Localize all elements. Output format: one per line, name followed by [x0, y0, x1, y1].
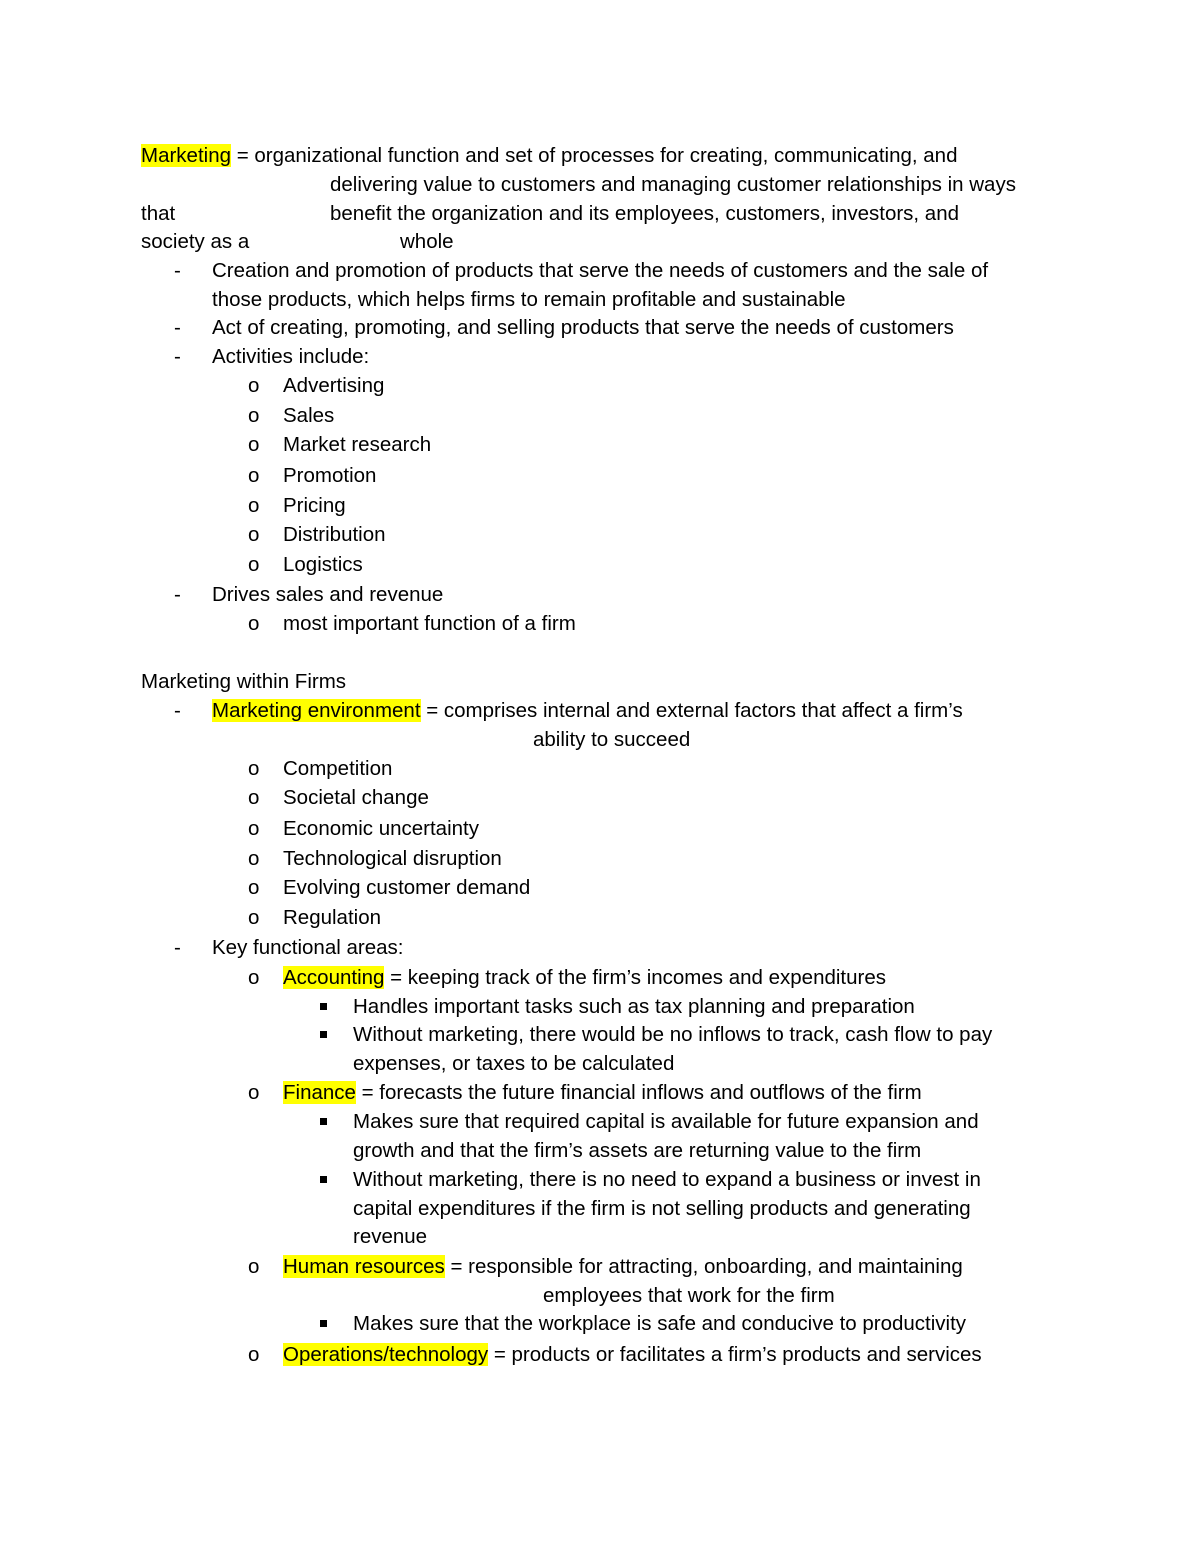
activity-item: Advertising [283, 374, 385, 397]
circle-bullet: o [248, 786, 260, 809]
factor-item: Economic uncertainty [283, 817, 479, 840]
hr-definition-line-1: Human resources = responsible for attracting, onboarding, and maintaining [283, 1255, 963, 1278]
point-4-sub: most important function of a firm [283, 612, 576, 635]
square-bullet-icon [320, 1176, 327, 1183]
dash-bullet: - [174, 259, 181, 282]
accounting-definition: Accounting = keeping track of the firm’s incomes and expenditures [283, 966, 887, 989]
factor-item: Regulation [283, 906, 382, 929]
marketing-definition-line-4a: society as a [141, 230, 250, 253]
finance-bullet-1-line-1: Makes sure that required capital is available for future expansion and [353, 1110, 979, 1133]
circle-bullet: o [248, 1343, 260, 1366]
circle-bullet: o [248, 757, 260, 780]
circle-bullet: o [248, 876, 260, 899]
finance-bullet-2-line-1: Without marketing, there is no need to expand a business or invest in [353, 1168, 981, 1191]
circle-bullet: o [248, 553, 260, 576]
finance-bullet-2-line-2: capital expenditures if the firm is not selling products and generating [353, 1197, 971, 1220]
finance-bullet-2-line-3: revenue [353, 1225, 428, 1248]
hr-bullet-1: Makes sure that the workplace is safe and conducive to productivity [353, 1312, 967, 1335]
circle-bullet: o [248, 1081, 260, 1104]
dash-bullet: - [174, 345, 181, 368]
accounting-bullet-2-line-2: expenses, or taxes to be calculated [353, 1052, 675, 1075]
highlight-term-operations-technology: Operations/technology [283, 1343, 489, 1366]
activity-item: Sales [283, 404, 335, 427]
key-functional-areas: Key functional areas: [212, 936, 404, 959]
highlight-term-accounting: Accounting [283, 966, 385, 989]
circle-bullet: o [248, 494, 260, 517]
square-bullet-icon [320, 1003, 327, 1010]
hr-definition-line-2: employees that work for the firm [543, 1284, 835, 1307]
dash-bullet: - [174, 936, 181, 959]
marketing-definition-line-4b: whole [400, 230, 454, 253]
accounting-bullet-2-line-1: Without marketing, there would be no inflows to track, cash flow to pay [353, 1023, 993, 1046]
accounting-bullet-1: Handles important tasks such as tax planning and preparation [353, 995, 915, 1018]
marketing-definition-line-3a: that [141, 202, 176, 225]
dash-bullet: - [174, 699, 181, 722]
highlight-term-marketing: Marketing [141, 144, 232, 167]
highlight-term-human-resources: Human resources [283, 1255, 445, 1278]
square-bullet-icon [320, 1118, 327, 1125]
point-1-line-1: Creation and promotion of products that serve the needs of customers and the sale of [212, 259, 989, 282]
circle-bullet: o [248, 966, 260, 989]
circle-bullet: o [248, 404, 260, 427]
factor-item: Technological disruption [283, 847, 502, 870]
activity-item: Market research [283, 433, 432, 456]
activity-item: Distribution [283, 523, 386, 546]
dash-bullet: - [174, 583, 181, 606]
circle-bullet: o [248, 817, 260, 840]
square-bullet-icon [320, 1031, 327, 1038]
dash-bullet: - [174, 316, 181, 339]
activity-item: Pricing [283, 494, 346, 517]
finance-definition: Finance = forecasts the future financial inflows and outflows of the firm [283, 1081, 922, 1104]
circle-bullet: o [248, 374, 260, 397]
circle-bullet: o [248, 464, 260, 487]
section-heading: Marketing within Firms [141, 670, 347, 693]
operations-definition: Operations/technology = products or facilitates a firm’s products and services [283, 1343, 982, 1366]
circle-bullet: o [248, 433, 260, 456]
marketing-definition-line-1: Marketing = organizational function and set of processes for creating, communicating, and [141, 144, 958, 167]
factor-item: Competition [283, 757, 393, 780]
marketing-environment-line-1: Marketing environment = comprises internal and external factors that affect a firm’s [212, 699, 963, 722]
finance-bullet-1-line-2: growth and that the firm’s assets are returning value to the firm [353, 1139, 922, 1162]
point-3: Activities include: [212, 345, 370, 368]
circle-bullet: o [248, 1255, 260, 1278]
activity-item: Promotion [283, 464, 377, 487]
marketing-definition-line-2: delivering value to customers and managing customer relationships in ways [330, 173, 1016, 196]
square-bullet-icon [320, 1320, 327, 1327]
circle-bullet: o [248, 906, 260, 929]
highlight-term-marketing-environment: Marketing environment [212, 699, 421, 722]
marketing-definition-line-3b: benefit the organization and its employees, customers, investors, and [330, 202, 960, 225]
point-2: Act of creating, promoting, and selling products that serve the needs of customers [212, 316, 954, 339]
highlight-term-finance: Finance [283, 1081, 356, 1104]
activity-item: Logistics [283, 553, 363, 576]
point-4: Drives sales and revenue [212, 583, 444, 606]
point-1-line-2: those products, which helps firms to remain profitable and sustainable [212, 288, 846, 311]
factor-item: Evolving customer demand [283, 876, 531, 899]
circle-bullet: o [248, 612, 260, 635]
factor-item: Societal change [283, 786, 429, 809]
circle-bullet: o [248, 523, 260, 546]
marketing-environment-line-2: ability to succeed [533, 728, 691, 751]
circle-bullet: o [248, 847, 260, 870]
